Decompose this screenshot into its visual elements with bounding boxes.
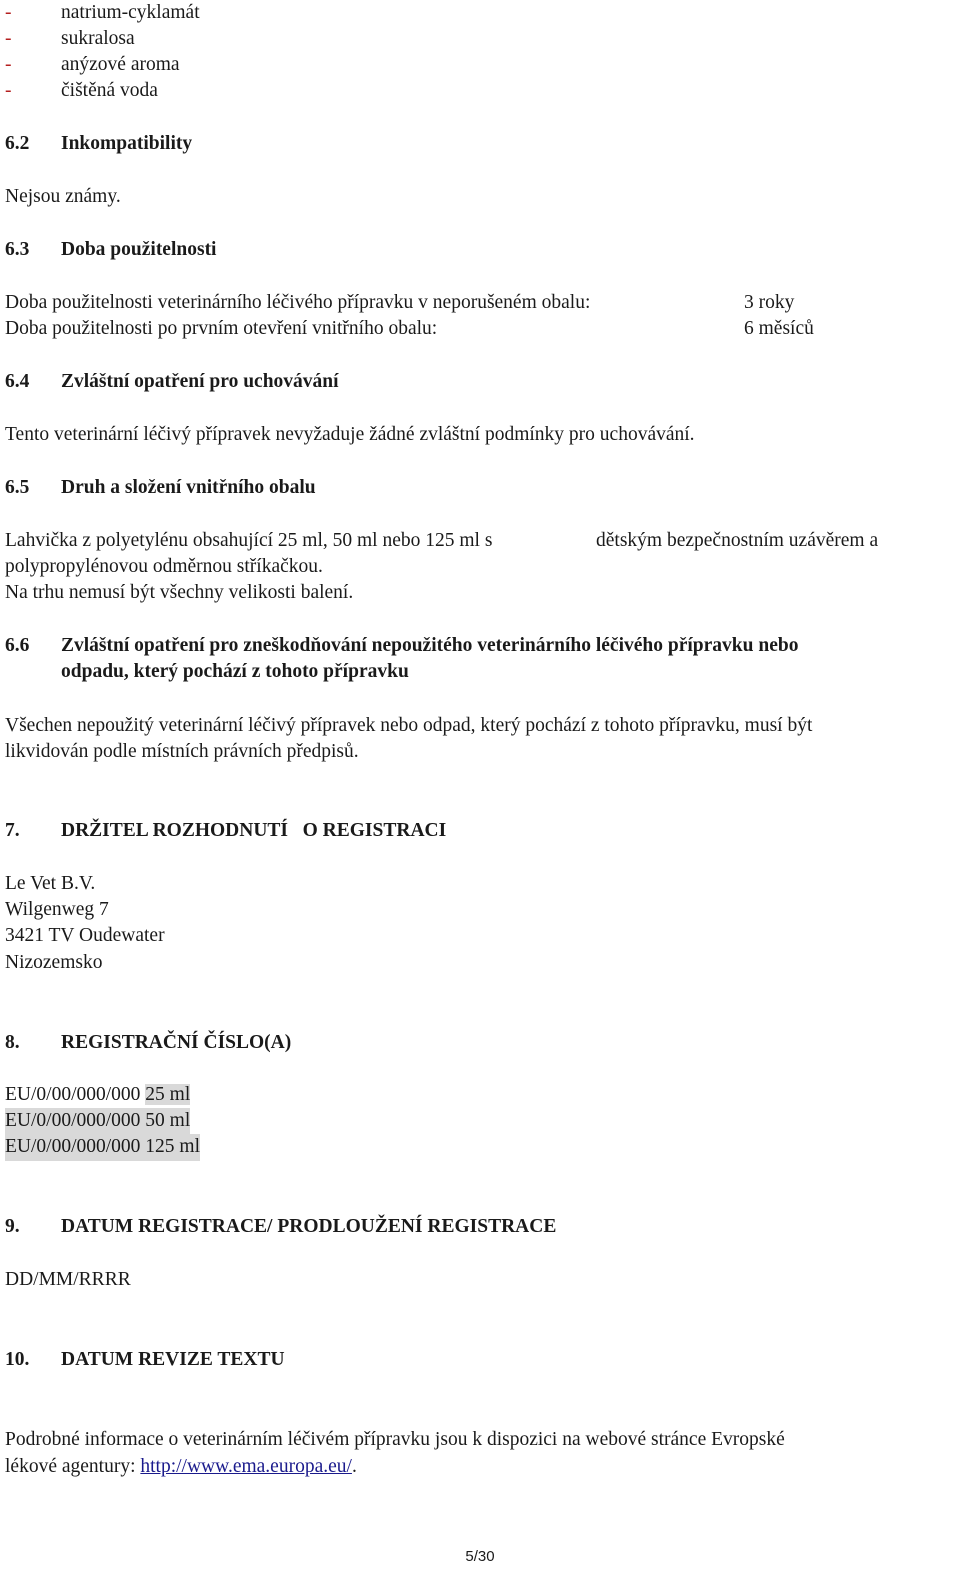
section-body-line: Lahvička z polyetylénu obsahující 25 ml, 50 ml nebo 125 ml s — [5, 530, 493, 551]
section-heading: Zvláštní opatření pro zneškodňování nepoužitého veterinárního léčivého přípravku nebo — [61, 635, 799, 656]
excipient-item — [5, 78, 158, 105]
address-line: Wilgenweg 7 — [5, 899, 109, 920]
excipient-text: anýzové aroma — [61, 54, 180, 75]
section-body: Tento veterinární léčivý přípravek nevyžaduje žádné zvláštní podmínky pro uchovávání. — [5, 424, 695, 445]
section-heading: DATUM REGISTRACE/ PRODLOUŽENÍ REGISTRACE — [61, 1216, 557, 1237]
shelf-life-label: Doba použitelnosti po prvním otevření vnitřního obalu: — [5, 318, 438, 339]
list-dash: - — [5, 80, 12, 101]
shelf-life-value: 3 roky — [744, 292, 795, 313]
section-heading: Druh a složení vnitřního obalu — [61, 477, 316, 498]
excipient-item — [5, 26, 135, 53]
section-body-line: Na trhu nemusí být všechny velikosti balení. — [5, 582, 354, 603]
section-number: 6.6 — [5, 635, 30, 656]
section-heading: odpadu, který pochází z tohoto přípravku — [61, 661, 409, 682]
section-number: 6.3 — [5, 239, 30, 260]
section-number: 6.5 — [5, 477, 30, 498]
section-number: 6.4 — [5, 371, 30, 392]
list-dash: - — [5, 28, 12, 49]
excipient-item — [5, 0, 200, 27]
closing-line: Podrobné informace o veterinárním léčivém přípravku jsou k dispozici na webové stránce Evropské — [5, 1429, 785, 1450]
section-heading: Doba použitelnosti — [61, 239, 217, 260]
registration-code: EU/0/00/000/000 — [5, 1136, 141, 1157]
excipient-text: čištěná voda — [61, 80, 158, 101]
excipient-text: natrium-cyklamát — [61, 2, 200, 23]
registration-number — [5, 1082, 190, 1109]
ema-website-link[interactable]: http://www.ema.europa.eu/ — [140, 1456, 352, 1477]
closing-line — [5, 1454, 357, 1481]
section-body: DD/MM/RRRR — [5, 1269, 131, 1290]
page-number: 5/30 — [465, 1548, 495, 1565]
shelf-life-value: 6 měsíců — [744, 318, 814, 339]
section-heading: REGISTRAČNÍ ČÍSLO(A) — [61, 1032, 292, 1053]
section-heading: Zvláštní opatření pro uchovávání — [61, 371, 339, 392]
section-heading: DRŽITEL ROZHODNUTÍ O REGISTRACI — [61, 820, 447, 841]
address-line: Le Vet B.V. — [5, 873, 96, 894]
registration-code: EU/0/00/000/000 — [5, 1110, 141, 1131]
closing-suffix: . — [351, 1456, 357, 1477]
registration-size: 50 ml — [145, 1110, 191, 1131]
section-body-line: polypropylénovou odměrnou stříkačkou. — [5, 556, 323, 577]
registration-size: 125 ml — [145, 1136, 201, 1157]
section-number: 6.2 — [5, 133, 30, 154]
registration-number — [5, 1134, 200, 1161]
excipient-text: sukralosa — [61, 28, 135, 49]
section-number: 9. — [5, 1216, 20, 1237]
shelf-life-label: Doba použitelnosti veterinárního léčivého přípravku v neporušeném obalu: — [5, 292, 591, 313]
section-body-line: dětským bezpečnostním uzávěrem a — [596, 530, 879, 551]
section-body-line: Všechen nepoužitý veterinární léčivý přípravek nebo odpad, který pochází z tohoto přípravku, musí být — [5, 715, 813, 736]
section-number: 7. — [5, 820, 20, 841]
section-number: 8. — [5, 1032, 20, 1053]
section-body: Nejsou známy. — [5, 186, 121, 207]
registration-number — [5, 1108, 190, 1135]
section-number: 10. — [5, 1349, 30, 1370]
registration-size: 25 ml — [145, 1084, 191, 1105]
address-line: Nizozemsko — [5, 952, 103, 973]
list-dash: - — [5, 54, 12, 75]
closing-prefix: lékové agentury: — [5, 1456, 136, 1477]
section-heading: DATUM REVIZE TEXTU — [61, 1349, 285, 1370]
section-body-line: likvidován podle místních právních předpisů. — [5, 741, 359, 762]
section-heading: Inkompatibility — [61, 133, 193, 154]
list-dash: - — [5, 2, 12, 23]
registration-code: EU/0/00/000/000 — [5, 1084, 141, 1105]
excipient-item — [5, 52, 180, 79]
address-line: 3421 TV Oudewater — [5, 925, 165, 946]
